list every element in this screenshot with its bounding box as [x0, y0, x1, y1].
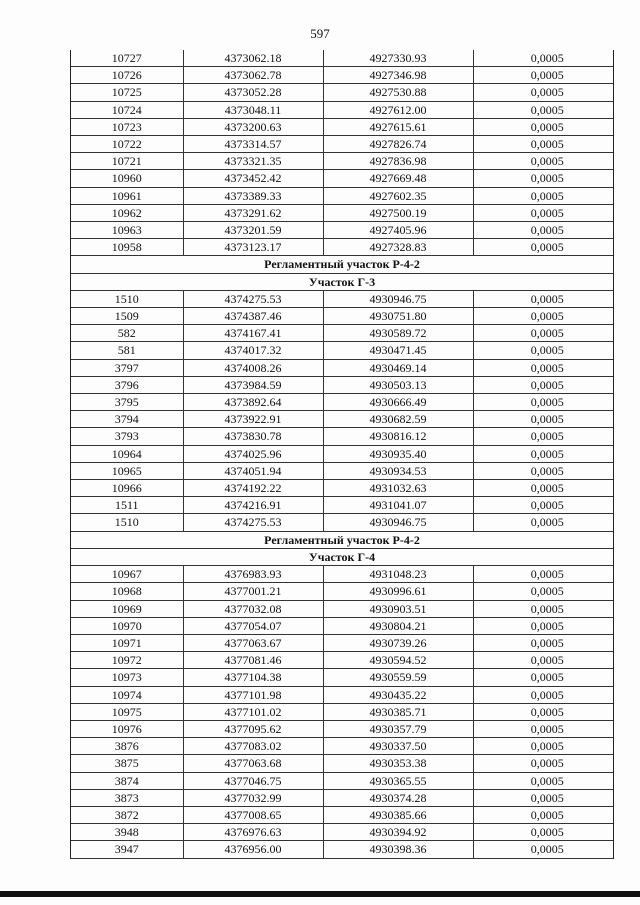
table-row	[71, 652, 613, 669]
x-coordinate-cell: 4377001.21	[183, 583, 323, 600]
accuracy-value-cell: 0,0005	[473, 755, 613, 772]
y-coordinate-cell: 4930559.59	[323, 669, 473, 686]
table-row	[71, 480, 613, 497]
table-row	[71, 325, 613, 342]
point-number-cell: 3795	[71, 394, 183, 411]
x-coordinate-cell: 4374051.94	[183, 462, 323, 479]
coordinates-table-body	[71, 50, 613, 858]
y-coordinate-cell: 4930816.12	[323, 428, 473, 445]
x-coordinate-cell: 4377101.02	[183, 703, 323, 720]
x-coordinate-cell: 4374008.26	[183, 359, 323, 376]
x-coordinate-cell: 4373201.59	[183, 222, 323, 239]
table-row	[71, 514, 613, 531]
table-row	[71, 497, 613, 514]
y-coordinate-cell: 4927612.00	[323, 101, 473, 118]
accuracy-value-cell: 0,0005	[473, 514, 613, 531]
y-coordinate-cell: 4930469.14	[323, 359, 473, 376]
y-coordinate-cell: 4930751.80	[323, 308, 473, 325]
x-coordinate-cell: 4373314.57	[183, 136, 323, 153]
y-coordinate-cell: 4930903.51	[323, 600, 473, 617]
accuracy-value-cell: 0,0005	[473, 652, 613, 669]
coordinates-table-container	[70, 50, 614, 859]
table-row	[71, 772, 613, 789]
point-number-cell: 3873	[71, 789, 183, 806]
table-row	[71, 824, 613, 841]
accuracy-value-cell: 0,0005	[473, 101, 613, 118]
table-row	[71, 394, 613, 411]
x-coordinate-cell: 4376976.63	[183, 824, 323, 841]
accuracy-value-cell: 0,0005	[473, 720, 613, 737]
y-coordinate-cell: 4930435.22	[323, 686, 473, 703]
point-number-cell: 3796	[71, 376, 183, 393]
point-number-cell: 10975	[71, 703, 183, 720]
point-number-cell: 10964	[71, 445, 183, 462]
table-row	[71, 376, 613, 393]
point-number-cell: 10970	[71, 617, 183, 634]
x-coordinate-cell: 4374387.46	[183, 308, 323, 325]
table-row	[71, 101, 613, 118]
point-number-cell: 10976	[71, 720, 183, 737]
x-coordinate-cell: 4373048.11	[183, 101, 323, 118]
accuracy-value-cell: 0,0005	[473, 480, 613, 497]
x-coordinate-cell: 4377083.02	[183, 738, 323, 755]
x-coordinate-cell: 4377095.62	[183, 720, 323, 737]
table-row	[71, 755, 613, 772]
x-coordinate-cell: 4373062.78	[183, 67, 323, 84]
section-header-row	[71, 273, 613, 290]
table-row	[71, 187, 613, 204]
point-number-cell: 10723	[71, 118, 183, 135]
y-coordinate-cell: 4931048.23	[323, 566, 473, 583]
y-coordinate-cell: 4930594.52	[323, 652, 473, 669]
x-coordinate-cell: 4373830.78	[183, 428, 323, 445]
table-row	[71, 359, 613, 376]
y-coordinate-cell: 4927328.83	[323, 239, 473, 256]
x-coordinate-cell: 4377046.75	[183, 772, 323, 789]
point-number-cell: 10967	[71, 566, 183, 583]
x-coordinate-cell: 4373452.42	[183, 170, 323, 187]
accuracy-value-cell: 0,0005	[473, 239, 613, 256]
point-number-cell: 10726	[71, 67, 183, 84]
accuracy-value-cell: 0,0005	[473, 67, 613, 84]
y-coordinate-cell: 4930503.13	[323, 376, 473, 393]
point-number-cell: 3875	[71, 755, 183, 772]
accuracy-value-cell: 0,0005	[473, 222, 613, 239]
x-coordinate-cell: 4377104.38	[183, 669, 323, 686]
table-row	[71, 136, 613, 153]
x-coordinate-cell: 4374275.53	[183, 514, 323, 531]
table-row	[71, 118, 613, 135]
table-row	[71, 566, 613, 583]
point-number-cell: 10727	[71, 50, 183, 67]
table-row	[71, 50, 613, 67]
x-coordinate-cell: 4377101.98	[183, 686, 323, 703]
accuracy-value-cell: 0,0005	[473, 187, 613, 204]
accuracy-value-cell: 0,0005	[473, 600, 613, 617]
table-row	[71, 669, 613, 686]
point-number-cell: 10974	[71, 686, 183, 703]
y-coordinate-cell: 4930353.38	[323, 755, 473, 772]
x-coordinate-cell: 4374025.96	[183, 445, 323, 462]
point-number-cell: 10725	[71, 84, 183, 101]
point-number-cell: 10721	[71, 153, 183, 170]
y-coordinate-cell: 4927615.61	[323, 118, 473, 135]
accuracy-value-cell: 0,0005	[473, 84, 613, 101]
point-number-cell: 3874	[71, 772, 183, 789]
section-header-row	[71, 531, 613, 548]
table-row	[71, 290, 613, 307]
point-number-cell: 10962	[71, 204, 183, 221]
table-row	[71, 222, 613, 239]
y-coordinate-cell: 4927346.98	[323, 67, 473, 84]
accuracy-value-cell: 0,0005	[473, 497, 613, 514]
x-coordinate-cell: 4373389.33	[183, 187, 323, 204]
section-header-row	[71, 256, 613, 273]
y-coordinate-cell: 4930385.66	[323, 806, 473, 823]
point-number-cell: 10722	[71, 136, 183, 153]
point-number-cell: 10960	[71, 170, 183, 187]
accuracy-value-cell: 0,0005	[473, 359, 613, 376]
y-coordinate-cell: 4930337.50	[323, 738, 473, 755]
table-row	[71, 789, 613, 806]
point-number-cell: 1510	[71, 514, 183, 531]
y-coordinate-cell: 4927330.93	[323, 50, 473, 67]
y-coordinate-cell: 4930398.36	[323, 841, 473, 858]
table-row	[71, 583, 613, 600]
y-coordinate-cell: 4930471.45	[323, 342, 473, 359]
x-coordinate-cell: 4376983.93	[183, 566, 323, 583]
accuracy-value-cell: 0,0005	[473, 789, 613, 806]
table-row	[71, 153, 613, 170]
point-number-cell: 581	[71, 342, 183, 359]
x-coordinate-cell: 4373291.62	[183, 204, 323, 221]
x-coordinate-cell: 4376956.00	[183, 841, 323, 858]
y-coordinate-cell: 4931041.07	[323, 497, 473, 514]
accuracy-value-cell: 0,0005	[473, 566, 613, 583]
accuracy-value-cell: 0,0005	[473, 325, 613, 342]
y-coordinate-cell: 4930934.53	[323, 462, 473, 479]
x-coordinate-cell: 4373321.35	[183, 153, 323, 170]
table-row	[71, 600, 613, 617]
accuracy-value-cell: 0,0005	[473, 342, 613, 359]
accuracy-value-cell: 0,0005	[473, 445, 613, 462]
y-coordinate-cell: 4930946.75	[323, 290, 473, 307]
accuracy-value-cell: 0,0005	[473, 634, 613, 651]
point-number-cell: 3947	[71, 841, 183, 858]
x-coordinate-cell: 4373892.64	[183, 394, 323, 411]
table-row	[71, 170, 613, 187]
point-number-cell: 582	[71, 325, 183, 342]
scan-bottom-edge	[0, 891, 640, 897]
point-number-cell: 10973	[71, 669, 183, 686]
point-number-cell: 3793	[71, 428, 183, 445]
accuracy-value-cell: 0,0005	[473, 290, 613, 307]
y-coordinate-cell: 4930374.28	[323, 789, 473, 806]
table-row	[71, 342, 613, 359]
accuracy-value-cell: 0,0005	[473, 308, 613, 325]
y-coordinate-cell: 4930804.21	[323, 617, 473, 634]
accuracy-value-cell: 0,0005	[473, 153, 613, 170]
point-number-cell: 3797	[71, 359, 183, 376]
table-row	[71, 806, 613, 823]
table-row	[71, 84, 613, 101]
point-number-cell: 10972	[71, 652, 183, 669]
table-row	[71, 445, 613, 462]
y-coordinate-cell: 4927836.98	[323, 153, 473, 170]
table-row	[71, 411, 613, 428]
accuracy-value-cell: 0,0005	[473, 428, 613, 445]
y-coordinate-cell: 4930365.55	[323, 772, 473, 789]
table-row	[71, 67, 613, 84]
y-coordinate-cell: 4927405.96	[323, 222, 473, 239]
section-header-row	[71, 548, 613, 565]
accuracy-value-cell: 0,0005	[473, 204, 613, 221]
y-coordinate-cell: 4927530.88	[323, 84, 473, 101]
y-coordinate-cell: 4927500.19	[323, 204, 473, 221]
x-coordinate-cell: 4377063.68	[183, 755, 323, 772]
point-number-cell: 10965	[71, 462, 183, 479]
y-coordinate-cell: 4930682.59	[323, 411, 473, 428]
page-number: 597	[310, 26, 330, 41]
point-number-cell: 10966	[71, 480, 183, 497]
table-row	[71, 204, 613, 221]
table-row	[71, 634, 613, 651]
table-row	[71, 720, 613, 737]
accuracy-value-cell: 0,0005	[473, 376, 613, 393]
table-row	[71, 462, 613, 479]
point-number-cell: 10963	[71, 222, 183, 239]
section-header: Участок Г-4	[71, 548, 613, 565]
point-number-cell: 3876	[71, 738, 183, 755]
y-coordinate-cell: 4927669.48	[323, 170, 473, 187]
accuracy-value-cell: 0,0005	[473, 686, 613, 703]
y-coordinate-cell: 4930385.71	[323, 703, 473, 720]
point-number-cell: 10724	[71, 101, 183, 118]
x-coordinate-cell: 4373052.28	[183, 84, 323, 101]
point-number-cell: 10969	[71, 600, 183, 617]
y-coordinate-cell: 4931032.63	[323, 480, 473, 497]
x-coordinate-cell: 4373200.63	[183, 118, 323, 135]
point-number-cell: 10961	[71, 187, 183, 204]
accuracy-value-cell: 0,0005	[473, 669, 613, 686]
point-number-cell: 1510	[71, 290, 183, 307]
point-number-cell: 10958	[71, 239, 183, 256]
x-coordinate-cell: 4377081.46	[183, 652, 323, 669]
y-coordinate-cell: 4930357.79	[323, 720, 473, 737]
table-row	[71, 308, 613, 325]
y-coordinate-cell: 4930739.26	[323, 634, 473, 651]
accuracy-value-cell: 0,0005	[473, 136, 613, 153]
accuracy-value-cell: 0,0005	[473, 411, 613, 428]
x-coordinate-cell: 4374017.32	[183, 342, 323, 359]
y-coordinate-cell: 4927602.35	[323, 187, 473, 204]
x-coordinate-cell: 4373062.18	[183, 50, 323, 67]
table-row	[71, 703, 613, 720]
x-coordinate-cell: 4377032.99	[183, 789, 323, 806]
x-coordinate-cell: 4377008.65	[183, 806, 323, 823]
point-number-cell: 10968	[71, 583, 183, 600]
x-coordinate-cell: 4374275.53	[183, 290, 323, 307]
accuracy-value-cell: 0,0005	[473, 772, 613, 789]
accuracy-value-cell: 0,0005	[473, 806, 613, 823]
section-header: Регламентный участок Р-4-2	[71, 256, 613, 273]
y-coordinate-cell: 4930946.75	[323, 514, 473, 531]
point-number-cell: 3948	[71, 824, 183, 841]
x-coordinate-cell: 4374167.41	[183, 325, 323, 342]
point-number-cell: 1511	[71, 497, 183, 514]
accuracy-value-cell: 0,0005	[473, 824, 613, 841]
x-coordinate-cell: 4377054.07	[183, 617, 323, 634]
accuracy-value-cell: 0,0005	[473, 738, 613, 755]
point-number-cell: 10971	[71, 634, 183, 651]
x-coordinate-cell: 4373123.17	[183, 239, 323, 256]
y-coordinate-cell: 4930935.40	[323, 445, 473, 462]
y-coordinate-cell: 4930996.61	[323, 583, 473, 600]
x-coordinate-cell: 4377032.08	[183, 600, 323, 617]
y-coordinate-cell: 4927826.74	[323, 136, 473, 153]
accuracy-value-cell: 0,0005	[473, 841, 613, 858]
table-row	[71, 617, 613, 634]
x-coordinate-cell: 4374216.91	[183, 497, 323, 514]
x-coordinate-cell: 4373922.91	[183, 411, 323, 428]
accuracy-value-cell: 0,0005	[473, 583, 613, 600]
table-row	[71, 738, 613, 755]
accuracy-value-cell: 0,0005	[473, 703, 613, 720]
y-coordinate-cell: 4930394.92	[323, 824, 473, 841]
accuracy-value-cell: 0,0005	[473, 394, 613, 411]
point-number-cell: 1509	[71, 308, 183, 325]
coordinates-table	[71, 50, 613, 859]
point-number-cell: 3872	[71, 806, 183, 823]
section-header: Участок Г-3	[71, 273, 613, 290]
x-coordinate-cell: 4374192.22	[183, 480, 323, 497]
table-row	[71, 686, 613, 703]
y-coordinate-cell: 4930589.72	[323, 325, 473, 342]
section-header: Регламентный участок Р-4-2	[71, 531, 613, 548]
accuracy-value-cell: 0,0005	[473, 617, 613, 634]
table-row	[71, 841, 613, 858]
x-coordinate-cell: 4373984.59	[183, 376, 323, 393]
table-row	[71, 239, 613, 256]
accuracy-value-cell: 0,0005	[473, 50, 613, 67]
point-number-cell: 3794	[71, 411, 183, 428]
accuracy-value-cell: 0,0005	[473, 170, 613, 187]
y-coordinate-cell: 4930666.49	[323, 394, 473, 411]
table-row	[71, 428, 613, 445]
accuracy-value-cell: 0,0005	[473, 462, 613, 479]
accuracy-value-cell: 0,0005	[473, 118, 613, 135]
x-coordinate-cell: 4377063.67	[183, 634, 323, 651]
